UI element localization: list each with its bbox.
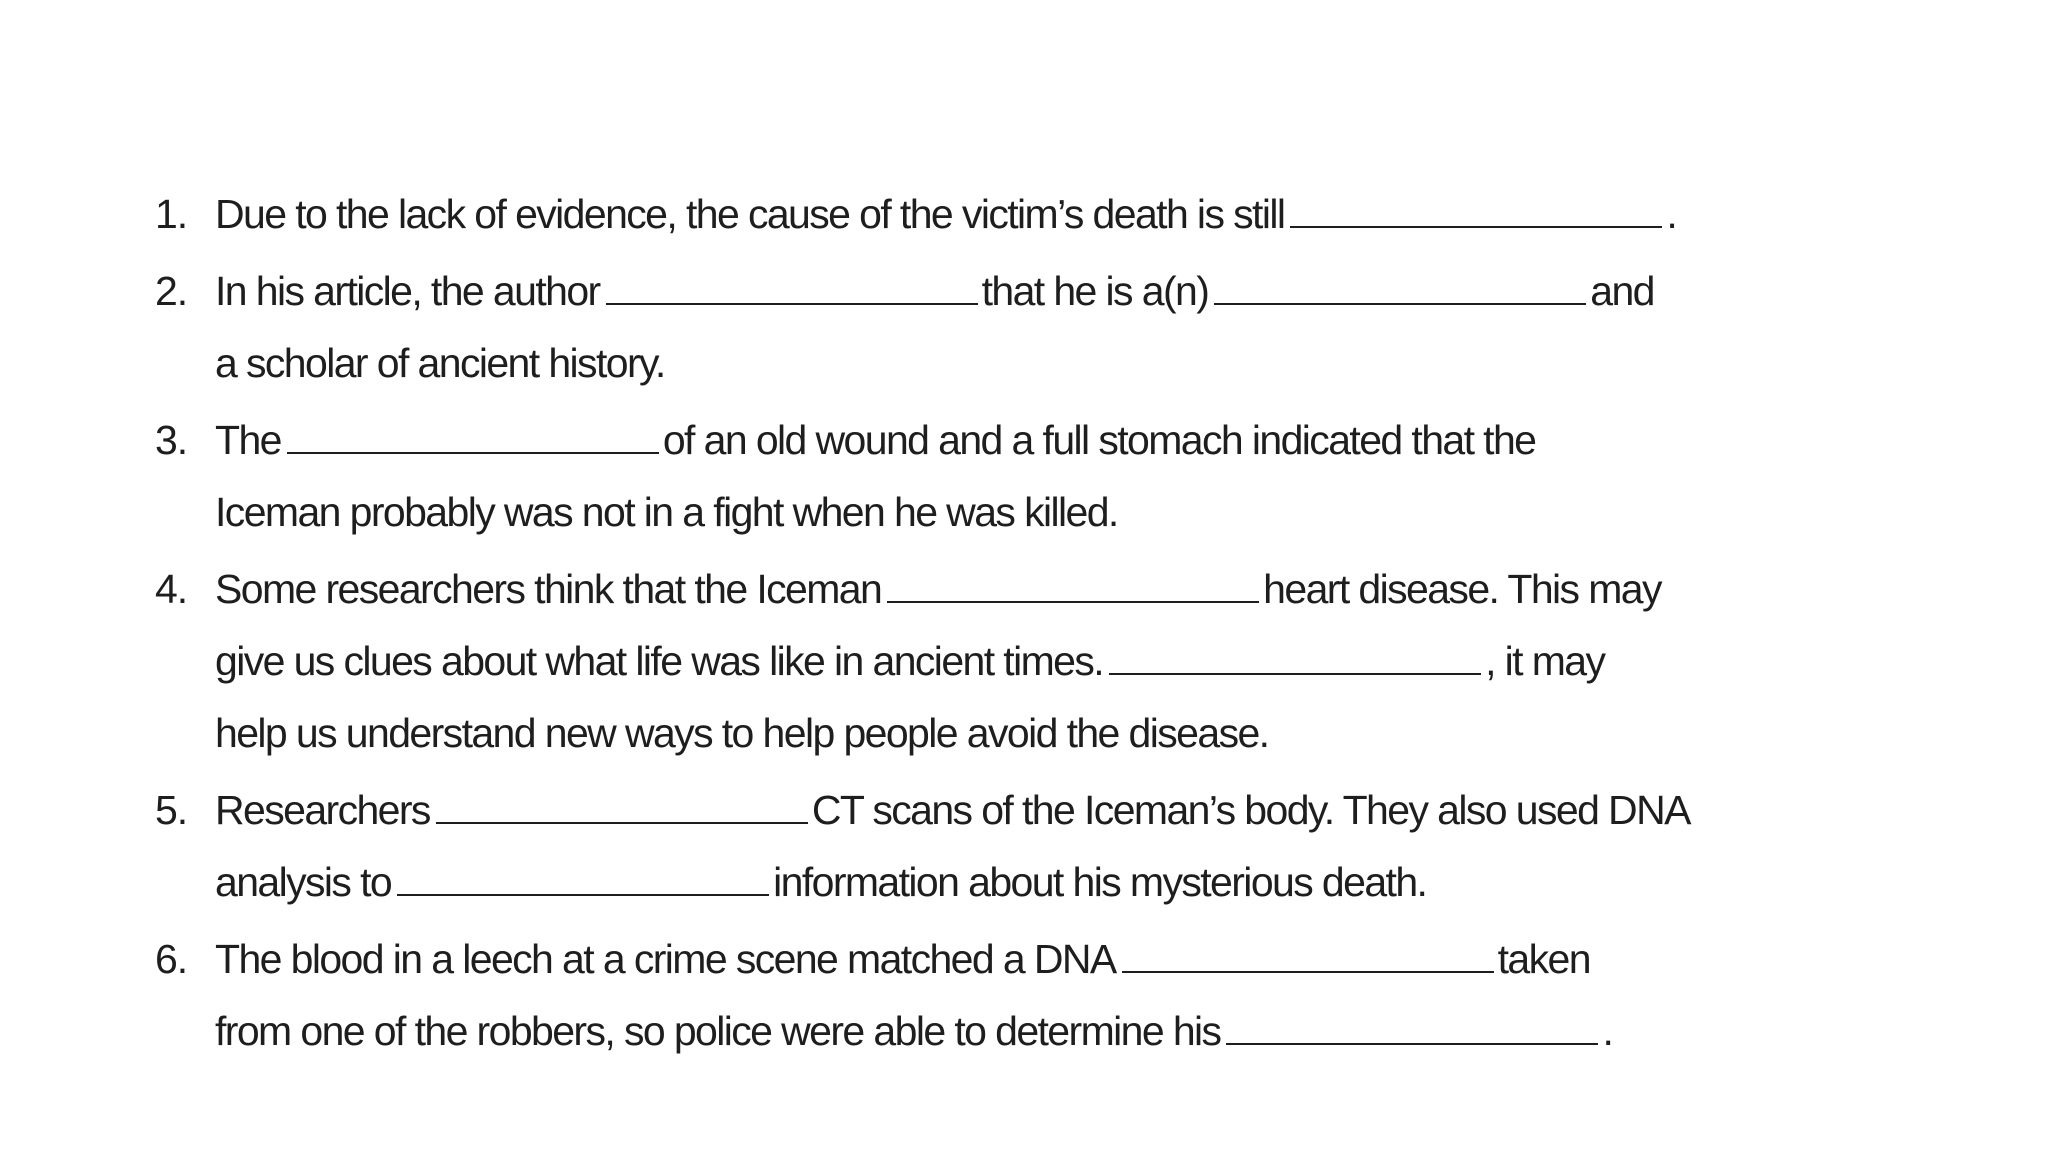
item-4-blank-2[interactable]: [1109, 672, 1481, 675]
item-3-text-before: The: [215, 417, 281, 463]
item-6-blank-2[interactable]: [1226, 1042, 1598, 1045]
item-number-1: 1.: [155, 191, 188, 237]
item-1-text-before: Due to the lack of evidence, the cause of the victim’s death is still: [215, 191, 1285, 237]
item-5-text-before: Researchers: [215, 787, 430, 833]
item-3-line-2: [215, 488, 1118, 536]
item-6-line-2: [215, 1007, 1612, 1055]
item-3-text-after: of an old wound and a full stomach indicated that the: [662, 417, 1536, 463]
item-1-line-1: [215, 190, 1676, 238]
item-5-blank-1[interactable]: [436, 821, 808, 824]
item-5-text-after-2: information about his mysterious death.: [773, 859, 1427, 905]
item-6-line-1: [215, 935, 1590, 983]
item-4-line-3: [215, 709, 1268, 757]
item-5-text-before-2: analysis to: [215, 859, 392, 905]
item-6-text-before-2: from one of the robbers, so police were able to determine his: [215, 1008, 1221, 1054]
item-3-text-continued: Iceman probably was not in a fight when he was killed.: [215, 489, 1118, 535]
item-6-blank-1[interactable]: [1122, 970, 1494, 973]
item-5-line-1: [215, 786, 1690, 834]
item-4-line-1: [215, 565, 1661, 613]
item-1-text-after: .: [1666, 191, 1677, 237]
item-2-text-continued: a scholar of ancient history.: [215, 340, 665, 386]
item-number-6: 6.: [155, 936, 188, 982]
item-5-blank-2[interactable]: [397, 893, 769, 896]
item-6-text-after-2: .: [1602, 1008, 1613, 1054]
item-4-text-after-2: , it may: [1485, 638, 1605, 684]
item-5-line-2: [215, 858, 1426, 906]
item-number-2: 2.: [155, 268, 188, 314]
item-4-line-2: [215, 637, 1604, 685]
item-3-blank-1[interactable]: [287, 451, 659, 454]
item-1-blank-1[interactable]: [1290, 225, 1662, 228]
item-2-text-middle: that he is a(n): [981, 268, 1209, 314]
item-6-text-after: taken: [1497, 936, 1590, 982]
item-2-blank-1[interactable]: [606, 302, 978, 305]
item-2-blank-2[interactable]: [1214, 302, 1586, 305]
item-4-text-after: heart disease. This may: [1263, 566, 1661, 612]
item-2-text-after: and: [1590, 268, 1654, 314]
item-4-text-before: Some researchers think that the Iceman: [215, 566, 882, 612]
item-6-text-before: The blood in a leech at a crime scene matched a DNA: [215, 936, 1116, 982]
item-2-line-1: [215, 267, 1654, 315]
item-4-text-continued: help us understand new ways to help people avoid the disease.: [215, 710, 1269, 756]
item-number-3: 3.: [155, 417, 188, 463]
item-2-line-2: [215, 339, 665, 387]
item-3-line-1: [215, 416, 1535, 464]
item-number-4: 4.: [155, 566, 188, 612]
item-number-5: 5.: [155, 787, 188, 833]
item-4-blank-1[interactable]: [887, 600, 1259, 603]
item-2-text-before: In his article, the author: [215, 268, 600, 314]
item-4-text-before-2: give us clues about what life was like in ancient times.: [215, 638, 1104, 684]
item-5-text-after: CT scans of the Iceman’s body. They also used DNA: [811, 787, 1690, 833]
